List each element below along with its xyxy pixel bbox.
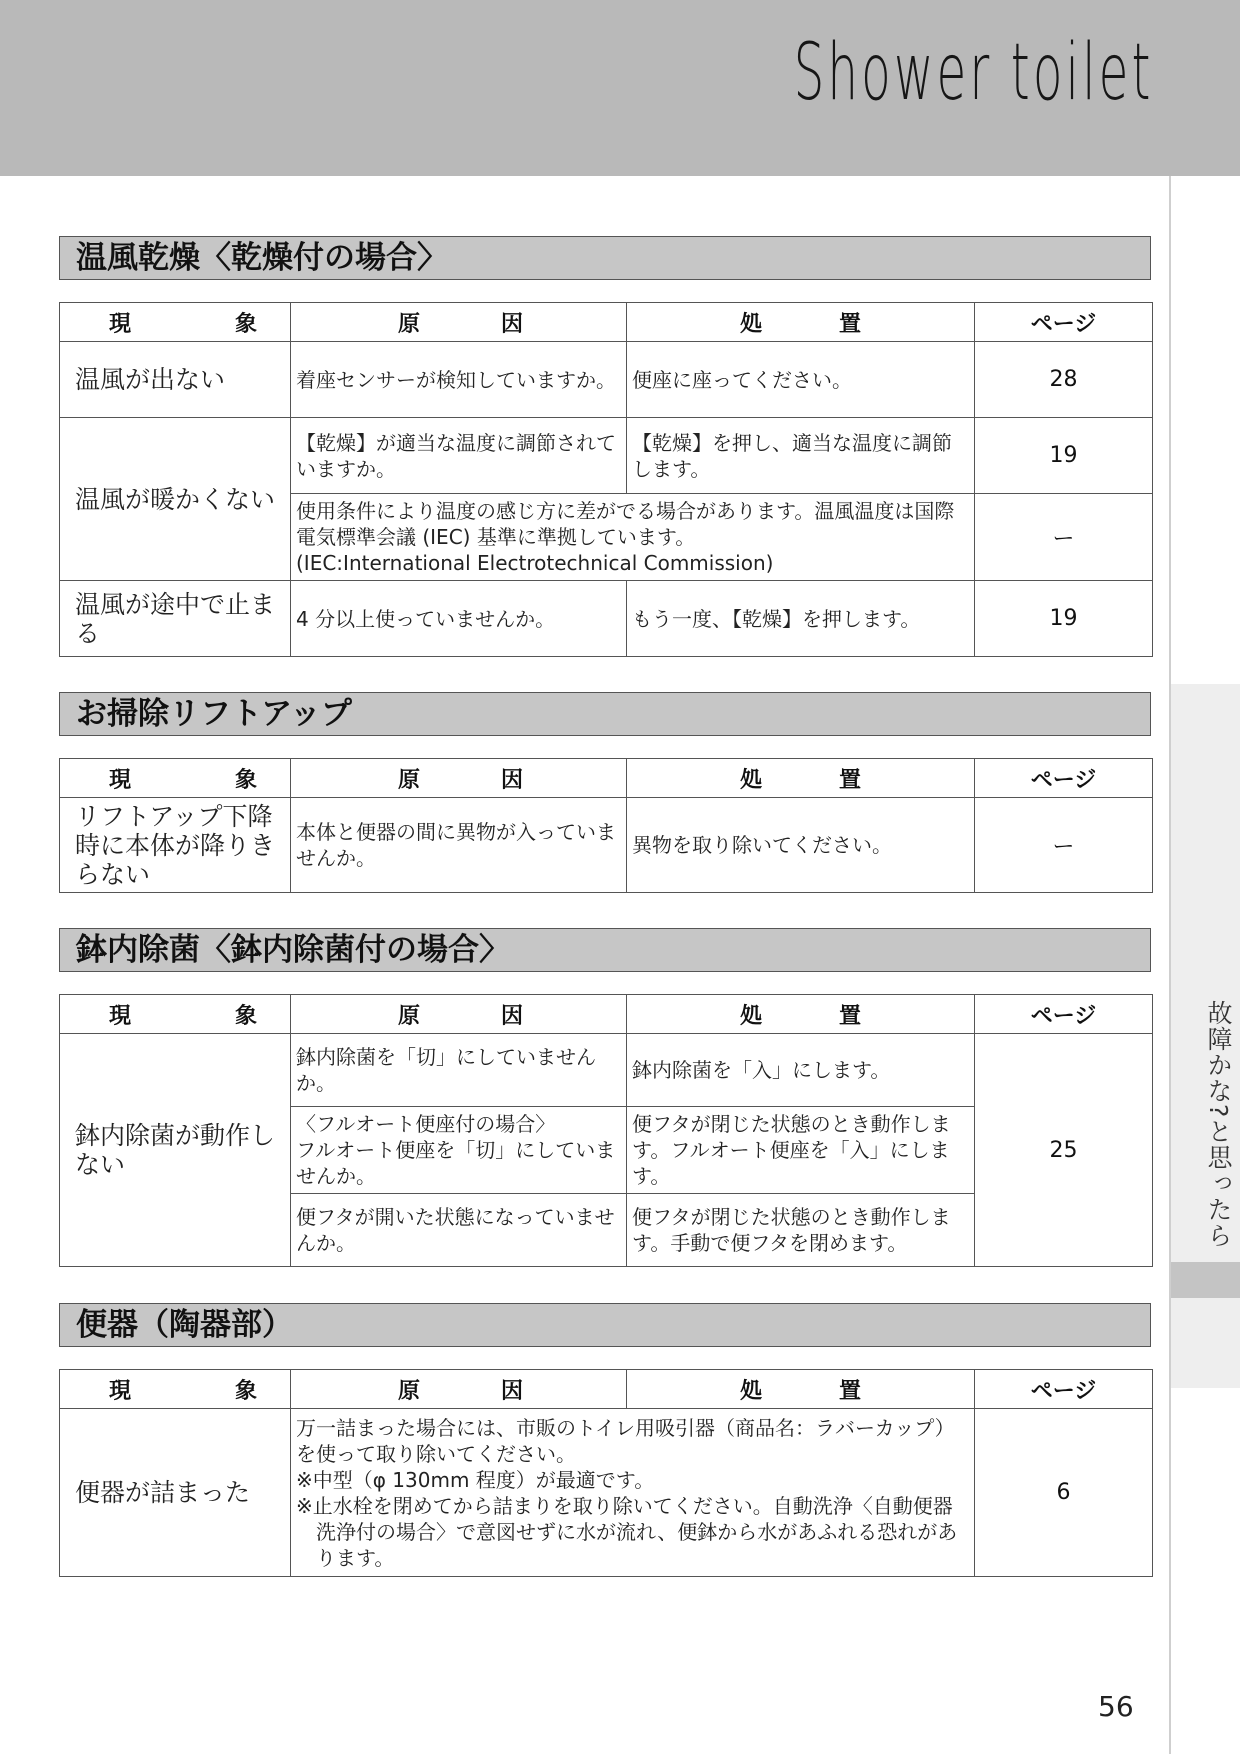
- page-ref-cell: 19: [975, 581, 1153, 657]
- table-row: [60, 342, 1153, 418]
- phenomenon-cell: 温風が出ない: [60, 342, 291, 418]
- col-page: ページ: [975, 759, 1153, 798]
- side-index-marker: [1171, 1262, 1240, 1298]
- cause-text: フルオート便座を「切」にしていませんか。: [296, 1138, 616, 1188]
- side-index-label: 故障かな?と思ったら: [1204, 1000, 1233, 1249]
- remedy-cell: 便フタが閉じた状態のとき動作します。手動で便フタを閉めます。: [627, 1194, 975, 1267]
- table-lift-up: [59, 758, 1153, 893]
- note-line: 万一詰まった場合には、市販のトイレ用吸引器（商品名：ラバーカップ）を使って取り除いてください。: [296, 1415, 955, 1466]
- col-page: ページ: [975, 303, 1153, 342]
- page-ref-cell: 28: [975, 342, 1153, 418]
- remedy-cell: 便座に座ってください。: [627, 342, 975, 418]
- remedy-cell: 鉢内除菌を「入」にします。: [627, 1034, 975, 1107]
- section-title-bowl-sterilization: 鉢内除菌〈鉢内除菌付の場合〉: [59, 928, 1151, 972]
- phenomenon-cell: 温風が途中で止まる: [60, 581, 291, 657]
- phenomenon-cell: 温風が暖かくない: [60, 418, 291, 581]
- page-ref-cell: 6: [975, 1409, 1153, 1577]
- table-toilet-bowl: [59, 1369, 1153, 1577]
- cause-cell: 鉢内除菌を「切」にしていませんか。: [291, 1034, 627, 1107]
- phenomenon-cell: 便器が詰まった: [60, 1409, 291, 1577]
- col-remedy: 処 置: [627, 995, 975, 1034]
- section-title-warm-air-drying: 温風乾燥〈乾燥付の場合〉: [59, 236, 1151, 280]
- cause-cell: [291, 1107, 627, 1194]
- remedy-cell: 異物を取り除いてください。: [627, 798, 975, 893]
- col-cause: 原 因: [291, 303, 627, 342]
- table-row: [60, 1034, 1153, 1107]
- remedy-cell: もう一度、【乾燥】を押します。: [627, 581, 975, 657]
- section-title-toilet-bowl: 便器（陶器部）: [59, 1303, 1151, 1347]
- cause-cell: 着座センサーが検知していますか。: [291, 342, 627, 418]
- col-phenomenon: 現 象: [60, 303, 291, 342]
- col-phenomenon: 現 象: [60, 995, 291, 1034]
- note-line: ※中型（φ 130mm 程度）が最適です。: [296, 1467, 655, 1492]
- page-ref-cell: ー: [975, 494, 1153, 581]
- cause-cell: 【乾燥】が適当な温度に調節されていますか。: [291, 418, 627, 494]
- table-header-row: [60, 1370, 1153, 1409]
- col-remedy: 処 置: [627, 759, 975, 798]
- cause-cell: 本体と便器の間に異物が入っていませんか。: [291, 798, 627, 893]
- col-cause: 原 因: [291, 995, 627, 1034]
- phenomenon-cell: リフトアップ下降時に本体が降りきらない: [60, 798, 291, 893]
- col-cause: 原 因: [291, 759, 627, 798]
- page-ref-cell: 25: [975, 1034, 1153, 1267]
- table-row: [60, 1409, 1153, 1577]
- col-cause: 原 因: [291, 1370, 627, 1409]
- note-cell: [291, 494, 975, 581]
- note-line: ※止水栓を閉めてから詰まりを取り除いてください。自動洗浄〈自動便器洗浄付の場合〉で意図せずに水が流れ、便鉢から水があふれる恐れがあります。: [296, 1493, 958, 1570]
- note-text-iec: (IEC:International Electrotechnical Commission): [296, 551, 774, 575]
- table-header-row: [60, 303, 1153, 342]
- remedy-cell: 便フタが閉じた状態のとき動作します。フルオート便座を「入」にします。: [627, 1107, 975, 1194]
- table-row: [60, 581, 1153, 657]
- table-row: [60, 418, 1153, 494]
- table-warm-air-drying: [59, 302, 1153, 657]
- col-remedy: 処 置: [627, 1370, 975, 1409]
- col-phenomenon: 現 象: [60, 1370, 291, 1409]
- note-text: 使用条件により温度の感じ方に差がでる場合があります。温風温度は国際電気標準会議 (IEC) 基準に準拠しています。: [296, 499, 955, 549]
- phenomenon-cell: 鉢内除菌が動作しない: [60, 1034, 291, 1267]
- col-phenomenon: 現 象: [60, 759, 291, 798]
- table-row: [60, 798, 1153, 893]
- brand-logo: Shower toilet: [794, 28, 1154, 118]
- page-ref-cell: ー: [975, 798, 1153, 893]
- col-page: ページ: [975, 1370, 1153, 1409]
- section-title-lift-up: お掃除リフトアップ: [59, 692, 1151, 736]
- table-header-row: [60, 995, 1153, 1034]
- table-header-row: [60, 759, 1153, 798]
- cause-cell: 便フタが開いた状態になっていませんか。: [291, 1194, 627, 1267]
- page-ref-cell: 19: [975, 418, 1153, 494]
- col-remedy: 処 置: [627, 303, 975, 342]
- cause-remedy-cell: [291, 1409, 975, 1577]
- remedy-cell: 【乾燥】を押し、適当な温度に調節します。: [627, 418, 975, 494]
- table-bowl-sterilization: [59, 994, 1153, 1267]
- page-number: 56: [1098, 1690, 1134, 1723]
- cause-condition: 〈フルオート便座付の場合〉: [296, 1112, 556, 1136]
- side-index-tab-lower: [1171, 1298, 1240, 1388]
- cause-cell: 4 分以上使っていませんか。: [291, 581, 627, 657]
- col-page: ページ: [975, 995, 1153, 1034]
